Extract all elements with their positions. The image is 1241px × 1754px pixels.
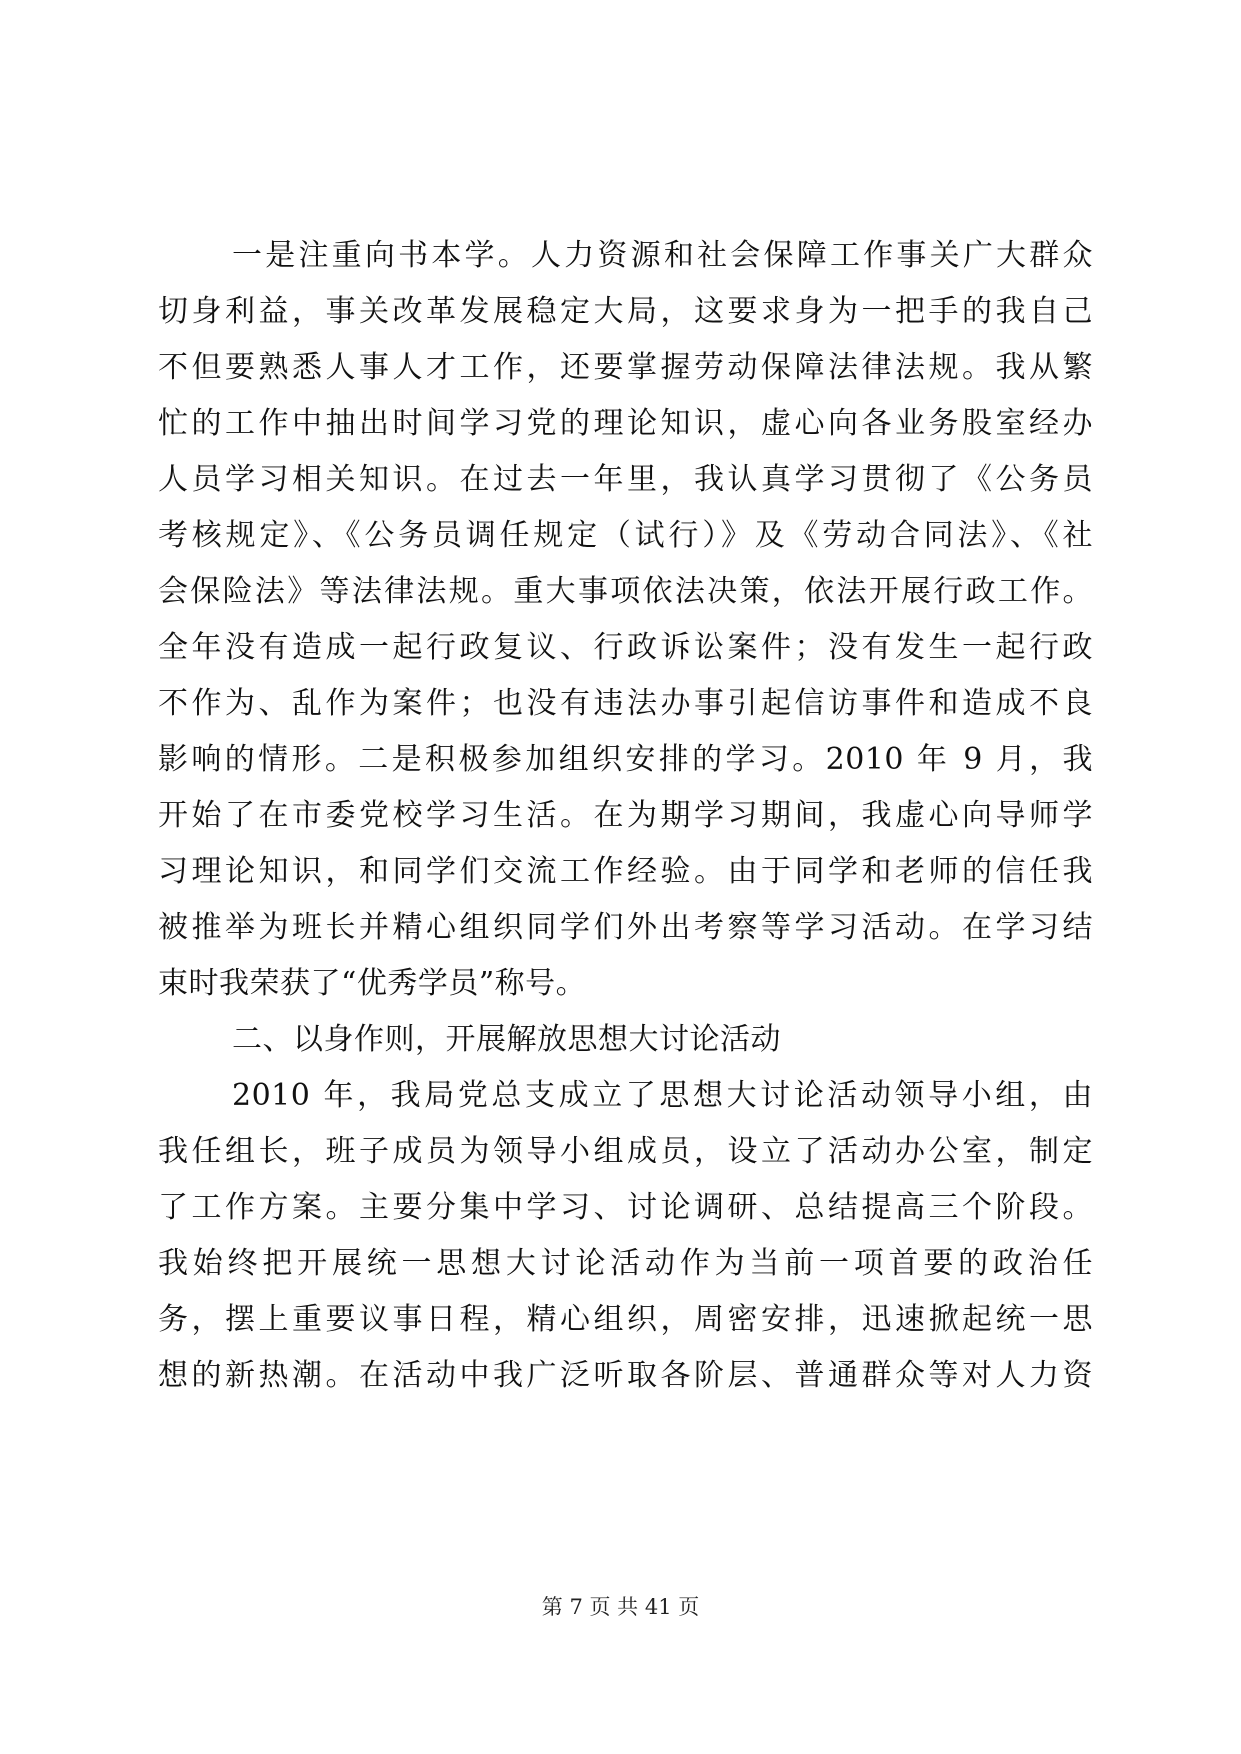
- paragraph-line: 2010 年，我局党总支成立了思想大讨论活动领导小组，由: [232, 1078, 1093, 1113]
- paragraph-line: 被推举为班长并精心组织同学们外出考察等学习活动。在学习结: [158, 910, 1093, 945]
- paragraph-line: 影响的情形。二是积极参加组织安排的学习。2010 年 9 月，我: [158, 742, 1093, 777]
- paragraph-line: 考核规定》、《公务员调任规定（试行）》及《劳动合同法》、《社: [158, 518, 1093, 553]
- paragraph-line: 切身利益，事关改革发展稳定大局，这要求身为一把手的我自己: [158, 294, 1093, 329]
- paragraph-line: 习理论知识，和同学们交流工作经验。由于同学和老师的信任我: [158, 854, 1093, 889]
- page-footer: 第 7 页 共 41 页: [541, 1595, 700, 1619]
- paragraph-line: 我始终把开展统一思想大讨论活动作为当前一项首要的政治任: [158, 1246, 1093, 1281]
- section-heading: 二、以身作则，开展解放思想大讨论活动: [232, 1022, 781, 1057]
- paragraph-line: 了工作方案。主要分集中学习、讨论调研、总结提高三个阶段。: [158, 1190, 1093, 1225]
- body-text: [158, 228, 1093, 1404]
- paragraph-line: 一是注重向书本学。人力资源和社会保障工作事关广大群众: [232, 238, 1093, 273]
- paragraph-line: 会保险法》等法律法规。重大事项依法决策，依法开展行政工作。: [158, 574, 1093, 609]
- paragraph-line: 人员学习相关知识。在过去一年里，我认真学习贯彻了《公务员: [158, 462, 1093, 497]
- paragraph-line: 全年没有造成一起行政复议、行政诉讼案件；没有发生一起行政: [158, 630, 1093, 665]
- paragraph-line: 我任组长，班子成员为领导小组成员，设立了活动办公室，制定: [158, 1134, 1093, 1169]
- paragraph-line: 务，摆上重要议事日程，精心组织，周密安排，迅速掀起统一思: [158, 1302, 1093, 1337]
- paragraph-line: 开始了在市委党校学习生活。在为期学习期间，我虚心向导师学: [158, 798, 1093, 833]
- paragraph-line: 不但要熟悉人事人才工作，还要掌握劳动保障法律法规。我从繁: [158, 350, 1093, 385]
- paragraph-line: 想的新热潮。在活动中我广泛听取各阶层、普通群众等对人力资: [158, 1358, 1093, 1393]
- paragraph-line: 束时我荣获了“优秀学员”称号。: [158, 966, 587, 1001]
- paragraph-line: 忙的工作中抽出时间学习党的理论知识，虚心向各业务股室经办: [158, 406, 1093, 441]
- paragraph-line: 不作为、乱作为案件；也没有违法办事引起信访事件和造成不良: [158, 686, 1093, 721]
